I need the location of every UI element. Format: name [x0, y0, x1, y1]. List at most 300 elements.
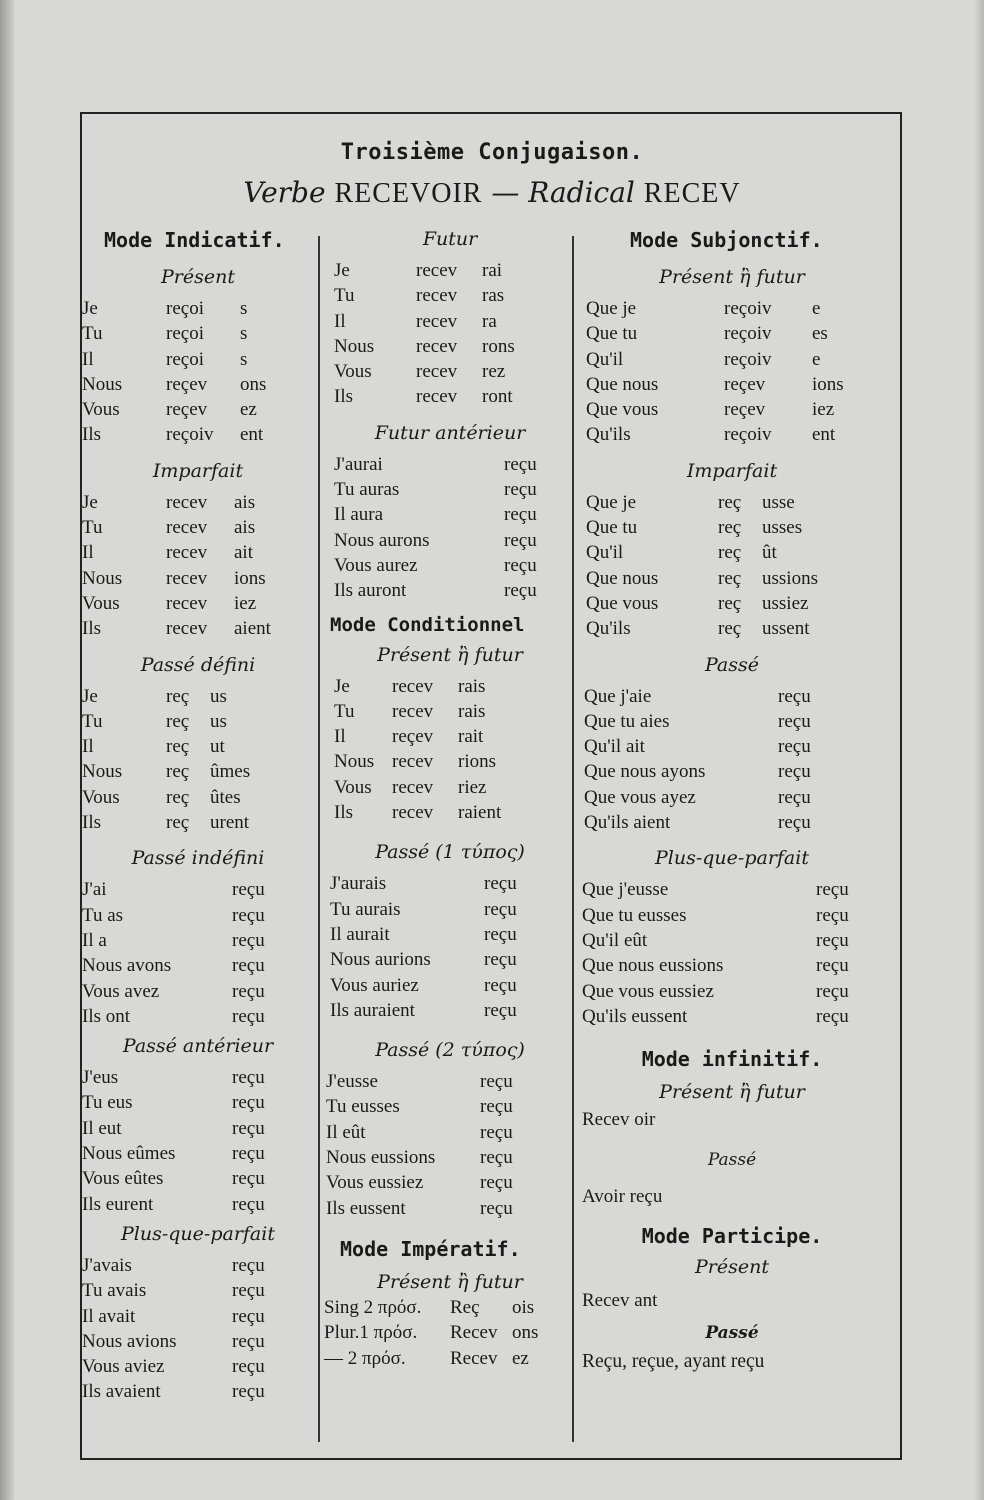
stem: reç: [718, 542, 742, 564]
stem: reçu: [504, 479, 537, 501]
conjugation-row: [326, 1069, 570, 1094]
conjugation-row: [82, 810, 314, 835]
stem: reçu: [816, 879, 849, 901]
pronoun: Il eût: [326, 1121, 366, 1143]
conjugation-row: [582, 709, 882, 734]
conjugation-row: [582, 785, 882, 810]
conjugation-row: [582, 296, 882, 321]
tense-title: Imparfait: [686, 459, 778, 482]
mode-participe-heading: Mode Participe.: [641, 1223, 823, 1248]
tense-block: [82, 1065, 314, 1217]
stem: reçev: [166, 373, 208, 395]
conjugation-row: [82, 979, 314, 1004]
pronoun: Je: [82, 491, 98, 513]
conjugation-row: [326, 1145, 570, 1170]
mode-imperatif-heading: Mode Impératif.: [340, 1236, 521, 1261]
stem: Recev: [450, 1322, 498, 1344]
pronoun: Tu: [334, 285, 355, 307]
ending: ois: [512, 1296, 535, 1318]
pronoun: Ils: [334, 386, 353, 408]
pronoun: Qu'ils aient: [584, 812, 671, 834]
pronoun: Vous avez: [82, 980, 160, 1002]
pronoun: Que vous ayez: [584, 786, 696, 808]
ending: rais: [458, 700, 486, 722]
conjugation-row: [82, 1329, 314, 1354]
stem: reçu: [504, 504, 537, 526]
pronoun: Il aura: [334, 504, 384, 526]
tense-block: [82, 877, 314, 1029]
stem: reçu: [778, 786, 811, 808]
pronoun: Que vous eussiez: [582, 980, 714, 1002]
tense-block: [82, 490, 314, 642]
tense-title: Présent ἢ futur: [377, 643, 523, 666]
conjugation-row: [330, 359, 570, 384]
conjugation-row: [82, 1354, 314, 1379]
tense-title: Plus-que-parfait: [655, 847, 809, 870]
column-divider-2: [572, 236, 574, 1442]
conjugation-row: [330, 998, 570, 1023]
stem: reçu: [232, 1381, 265, 1403]
stem: reçu: [480, 1121, 513, 1143]
pronoun: Tu: [82, 517, 103, 539]
tense-title: Présent ἢ futur: [659, 266, 805, 288]
conjugation-row: [330, 283, 570, 308]
ending: e: [812, 298, 821, 319]
stem: reçu: [484, 999, 517, 1021]
page-title: Troisième Conjugaison.: [340, 140, 644, 165]
tense-block: [582, 490, 882, 642]
pronoun: Ils ont: [82, 1005, 131, 1027]
stem: recev: [392, 700, 434, 722]
conjugation-row: [582, 616, 882, 641]
pronoun: Vous: [82, 592, 120, 614]
pronoun: Il: [82, 348, 94, 370]
stem: reçev: [166, 399, 208, 421]
pronoun: Ils: [82, 812, 101, 834]
conjugation-row: [582, 684, 882, 709]
ending: ra: [482, 310, 497, 332]
tense-title: Passé: [704, 653, 759, 676]
pronoun: Que nous: [586, 373, 659, 395]
pronoun: Nous eûmes: [82, 1143, 176, 1165]
pronoun: Vous: [82, 399, 120, 421]
stem: reçu: [484, 873, 517, 895]
pronoun: Nous aurions: [330, 949, 431, 971]
tense-title: Passé: [707, 1150, 757, 1171]
tense-title: Imparfait: [152, 459, 244, 482]
radical-name: RECEV: [643, 178, 741, 209]
conjugation-row: [582, 734, 882, 759]
conjugation-row: [330, 452, 570, 477]
stem: recev: [166, 517, 208, 539]
ending: us: [210, 685, 227, 707]
stem: reçu: [816, 1005, 849, 1027]
stem: recev: [416, 335, 458, 357]
stem: recev: [392, 751, 434, 773]
pronoun: Nous: [82, 761, 123, 783]
tense-title: Futur: [422, 228, 478, 250]
pronoun: Ils eurent: [82, 1193, 154, 1215]
pronoun: Ils: [82, 424, 101, 446]
ending: ais: [234, 491, 256, 513]
conjugation-row: [82, 877, 314, 902]
ending: us: [210, 710, 227, 732]
tense-block: [330, 452, 570, 604]
pronoun: Il: [334, 726, 346, 748]
ending: ussent: [762, 618, 810, 640]
conjugation-row: [330, 384, 570, 409]
column-indicatif: [82, 228, 314, 1405]
conjugation-row: [82, 709, 314, 734]
stem: reçu: [816, 904, 849, 926]
stem: reçu: [232, 1330, 265, 1352]
stem: reçoiv: [166, 424, 214, 446]
ending: usses: [762, 517, 803, 539]
stem: recev: [416, 386, 458, 408]
stem: reçu: [232, 1005, 265, 1027]
tense-title: Passé indéfini: [131, 847, 265, 870]
stem: reçoiv: [724, 298, 772, 319]
ending: rons: [482, 335, 515, 357]
pronoun: Nous: [82, 567, 123, 589]
stem: reçu: [778, 710, 811, 732]
conjugation-row: [582, 1004, 882, 1029]
ending: urent: [210, 812, 250, 834]
pronoun: Je: [334, 675, 350, 697]
stem: reçu: [484, 898, 517, 920]
ending: ussiez: [762, 592, 809, 614]
pronoun: Tu auras: [334, 479, 400, 501]
pronoun: Il a: [82, 929, 107, 951]
pronoun: Ils: [334, 802, 353, 824]
conjugation-row: [582, 397, 882, 422]
pronoun: Nous aurons: [334, 529, 430, 551]
ending: ent: [240, 424, 264, 446]
tense-block: [330, 674, 570, 826]
pronoun: Ils auraient: [330, 999, 415, 1021]
conjugation-row: [82, 928, 314, 953]
tense-block: [82, 684, 314, 836]
pronoun: J'aurai: [334, 453, 383, 475]
stem: reç: [166, 685, 190, 707]
tense-block: [326, 1069, 570, 1221]
pronoun: Vous: [334, 776, 372, 798]
conjugation-row: [330, 528, 570, 553]
ending: iez: [234, 592, 257, 614]
stem: recev: [166, 618, 208, 640]
pronoun: Il aurait: [330, 923, 390, 945]
conjugation-row: [330, 674, 570, 699]
stem: reçu: [232, 955, 265, 977]
conjugation-row: [330, 947, 570, 972]
tense-block: [330, 871, 570, 1023]
stem: reçu: [232, 1168, 265, 1190]
ending: raient: [458, 802, 502, 824]
pronoun: Que vous: [586, 592, 659, 614]
stem: recev: [392, 802, 434, 824]
stem: reçu: [232, 1143, 265, 1165]
stem: recev: [392, 776, 434, 798]
ending: ront: [482, 386, 513, 408]
conjugation-row: [82, 953, 314, 978]
pronoun: J'avais: [82, 1254, 132, 1276]
pronoun: Il: [82, 736, 94, 758]
ending: ais: [234, 517, 256, 539]
tense-title: Passé (2 τύπος): [375, 1039, 525, 1062]
tense-title: Présent ἢ futur: [377, 1270, 523, 1293]
stem: reçev: [392, 726, 434, 748]
pronoun: Tu eus: [82, 1092, 133, 1114]
stem: reçu: [232, 929, 265, 951]
stem: reçu: [504, 453, 537, 475]
ending: rions: [458, 751, 496, 773]
pronoun: Tu as: [82, 904, 124, 926]
stem: reçu: [232, 1193, 265, 1215]
ending: rai: [482, 260, 503, 281]
conjugation-row: [582, 566, 882, 591]
conjugation-row: [82, 347, 314, 372]
conjugation-row: [82, 540, 314, 565]
conjugation-row: [330, 578, 570, 603]
stem: reçu: [778, 685, 811, 707]
pronoun: Tu avais: [82, 1280, 147, 1302]
stem: reç: [718, 592, 742, 614]
verb-heading: [0, 176, 984, 210]
pronoun: Ils avaient: [82, 1381, 161, 1403]
ending: ût: [762, 542, 777, 564]
pronoun: Je: [334, 260, 350, 281]
pronoun: J'aurais: [330, 873, 387, 895]
conjugation-row: [324, 1346, 570, 1371]
pronoun: Que tu: [586, 323, 638, 345]
pronoun: Ils: [82, 618, 101, 640]
pronoun: Vous aviez: [82, 1356, 165, 1378]
conjugation-row: [82, 1304, 314, 1329]
ending: s: [240, 348, 248, 370]
conjugation-row: [82, 1192, 314, 1217]
pronoun: Que nous ayons: [584, 761, 706, 783]
stem: recev: [166, 491, 208, 513]
ending: rait: [458, 726, 484, 748]
ending: ions: [812, 373, 844, 395]
tense-title: Futur antérieur: [374, 421, 526, 444]
page-right-edge: [974, 0, 984, 1500]
participe-passe: Reçu, reçue, ayant reçu: [582, 1351, 765, 1373]
conjugation-row: [330, 309, 570, 334]
conjugation-row: [82, 616, 314, 641]
tense-block: [324, 1295, 570, 1371]
verb-name: RECEVOIR: [334, 178, 483, 209]
ending: ut: [210, 736, 225, 758]
ending: rais: [458, 675, 486, 697]
conjugation-row: [82, 1141, 314, 1166]
mode-conditionnel-heading: Mode Conditionnel: [330, 613, 525, 636]
ending: ez: [512, 1347, 529, 1369]
stem: recev: [416, 310, 458, 332]
conjugation-row: [82, 1166, 314, 1191]
stem: reçu: [778, 736, 811, 758]
conjugation-row: [330, 502, 570, 527]
pronoun: Vous eussiez: [326, 1172, 424, 1194]
stem: reçu: [484, 949, 517, 971]
pronoun: Qu'il: [586, 542, 624, 564]
stem: reçoiv: [724, 323, 772, 345]
ending: s: [240, 323, 248, 345]
stem: reçu: [816, 955, 849, 977]
ending: iez: [812, 399, 835, 421]
stem: Recev: [450, 1347, 498, 1369]
stem: reçev: [724, 373, 766, 395]
conjugation-row: [330, 699, 570, 724]
ending: ussions: [762, 567, 818, 589]
infinitif-passe: Avoir reçu: [582, 1186, 663, 1208]
stem: recev: [166, 592, 208, 614]
stem: reç: [718, 567, 742, 589]
conjugation-row: [330, 871, 570, 896]
stem: recev: [416, 361, 458, 383]
tense-block: [82, 296, 314, 448]
ending: s: [240, 298, 248, 319]
stem: reç: [166, 710, 190, 732]
stem: reçu: [480, 1172, 513, 1194]
conjugation-row: [82, 490, 314, 515]
stem: reçu: [484, 923, 517, 945]
pronoun: Que nous: [586, 567, 659, 589]
stem: reçoi: [166, 323, 204, 345]
pronoun: Que j'eusse: [582, 879, 669, 901]
ending: es: [812, 323, 828, 345]
stem: reçu: [480, 1147, 513, 1169]
conjugation-row: [82, 734, 314, 759]
tense-block: [82, 1253, 314, 1405]
ending: ras: [482, 285, 505, 307]
conjugation-row: [582, 953, 882, 978]
stem: reçu: [504, 554, 537, 576]
pronoun: Qu'ils eussent: [582, 1005, 688, 1027]
pronoun: Tu: [82, 323, 103, 345]
conjugation-row: [330, 897, 570, 922]
ending: ons: [512, 1322, 539, 1344]
pronoun: Tu eusses: [326, 1096, 400, 1118]
conjugation-row: [330, 334, 570, 359]
tense-title: Présent: [161, 266, 235, 288]
tense-title: Passé (1 τύπος): [375, 841, 525, 864]
conjugation-row: [82, 785, 314, 810]
stem: reçu: [504, 580, 537, 602]
conjugation-row: [330, 258, 570, 283]
conjugation-row: [326, 1196, 570, 1221]
conjugation-row: [582, 979, 882, 1004]
stem: reç: [166, 812, 190, 834]
tense-title: Passé antérieur: [122, 1035, 274, 1058]
pronoun: Que tu eusses: [582, 904, 687, 926]
pronoun: Vous eûtes: [82, 1168, 164, 1190]
conjugation-row: [582, 347, 882, 372]
tense-title: Présent ἢ futur: [659, 1081, 805, 1104]
ending: ûmes: [210, 761, 251, 783]
pronoun: — 2 πρόσ.: [324, 1347, 406, 1369]
pronoun: Il eut: [82, 1117, 122, 1139]
ending: aient: [234, 618, 271, 640]
stem: reçu: [816, 929, 849, 951]
conjugation-row: [330, 922, 570, 947]
stem: reçu: [778, 812, 811, 834]
stem: reçoiv: [724, 348, 772, 370]
pronoun: Ils eussent: [326, 1197, 406, 1219]
ending: ûtes: [210, 786, 241, 808]
stem: reçu: [504, 529, 537, 551]
conjugation-row: [330, 477, 570, 502]
conjugation-row: [82, 515, 314, 540]
stem: reçu: [484, 974, 517, 996]
stem: reçoi: [166, 298, 204, 319]
conjugation-row: [582, 515, 882, 540]
conjugation-row: [324, 1295, 570, 1320]
tense-title: Passé: [705, 1323, 759, 1344]
stem: recev: [392, 675, 434, 697]
pronoun: Nous: [334, 335, 375, 357]
conjugation-row: [82, 1278, 314, 1303]
pronoun: Nous avons: [82, 955, 172, 977]
tense-block: [582, 877, 882, 1029]
conjugation-row: [582, 591, 882, 616]
conjugation-row: [582, 928, 882, 953]
ending: e: [812, 348, 821, 370]
tense-block: [330, 258, 570, 410]
pronoun: Que vous: [586, 399, 659, 421]
stem: reç: [166, 761, 190, 783]
pronoun: Je: [82, 298, 98, 319]
pronoun: Que j'aie: [584, 685, 652, 707]
stem: reçu: [232, 1305, 265, 1327]
conjugation-row: [330, 749, 570, 774]
pronoun: Qu'il ait: [584, 736, 645, 758]
pronoun: Que je: [586, 491, 637, 513]
verb-label: Verbe: [243, 176, 326, 209]
stem: recev: [166, 542, 208, 564]
mode-indicatif-heading: Mode Indicatif.: [104, 228, 285, 252]
conjugation-row: [324, 1320, 570, 1345]
pronoun: Nous: [82, 373, 123, 395]
stem: reçu: [816, 980, 849, 1002]
stem: reçoiv: [724, 424, 772, 446]
pronoun: Tu: [334, 700, 355, 722]
pronoun: Qu'ils: [586, 424, 631, 446]
stem: Reç: [450, 1296, 480, 1318]
pronoun: Nous: [334, 751, 375, 773]
pronoun: Que je: [586, 298, 637, 319]
pronoun: Vous: [82, 786, 120, 808]
page-binding-edge: [0, 0, 14, 1500]
column-conditionnel: [324, 228, 570, 1371]
stem: reç: [718, 491, 742, 513]
conjugation-row: [82, 321, 314, 346]
pronoun: Tu: [82, 710, 103, 732]
ending: ez: [240, 399, 257, 421]
conjugation-row: [582, 490, 882, 515]
tense-title: Passé défini: [140, 653, 256, 676]
pronoun: Ils auront: [334, 580, 407, 602]
conjugation-row: [326, 1094, 570, 1119]
pronoun: Il avait: [82, 1305, 136, 1327]
pronoun: Qu'il eût: [582, 929, 648, 951]
stem: reçu: [480, 1071, 513, 1093]
conjugation-row: [330, 775, 570, 800]
stem: reçev: [724, 399, 766, 421]
ending: ait: [234, 542, 253, 564]
pronoun: Vous: [334, 361, 372, 383]
ending: ions: [234, 567, 266, 589]
